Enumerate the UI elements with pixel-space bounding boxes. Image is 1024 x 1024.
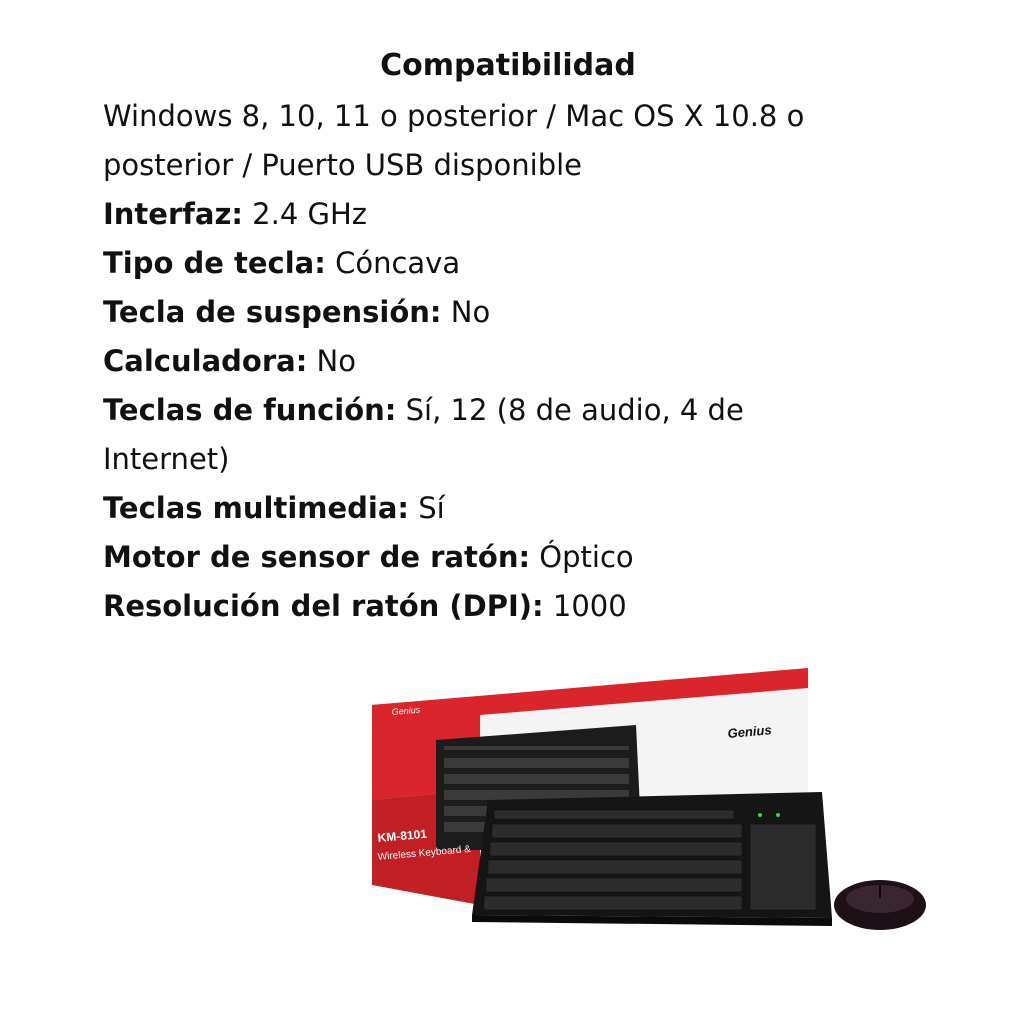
spec-label: Resolución del ratón (DPI): [103,589,544,623]
keyboard [472,792,832,926]
spec-suspension [103,288,923,337]
spec-value: 1000 [552,589,627,623]
spec-tipo-tecla [103,239,923,288]
spec-value: Sí, 12 (8 de audio, 4 de [405,393,744,427]
spec-label: Teclas de función: [103,393,397,427]
product-photo [360,660,940,960]
box-brand-side: Genius [391,704,421,717]
compat-line-1: Windows 8, 10, 11 o posterior / Mac OS X 10.8 o [103,99,805,133]
compat-line-2: posterior / Puerto USB disponible [103,148,582,182]
spec-label: Calculadora: [103,344,308,378]
spec-value: No [450,295,491,329]
spec-value: Óptico [539,540,634,574]
spec-multimedia [103,484,923,533]
spec-dpi [103,582,923,631]
spec-label: Tipo de tecla: [103,246,326,280]
mouse [834,880,926,930]
spec-label: Interfaz: [103,197,243,231]
box-brand-logo: Genius [726,722,773,741]
spec-value: Cóncava [335,246,461,280]
box-text: Wireless Keyboard & [377,843,472,863]
spec-label: Motor de sensor de ratón: [103,540,531,574]
spec-interfaz [103,190,923,239]
spec-sensor [103,533,923,582]
box-model: KM-8101 [377,826,428,845]
spec-value: Sí [418,491,445,525]
spec-label: Teclas multimedia: [103,491,410,525]
spec-value: 2.4 GHz [252,197,367,231]
spec-funcion-cont [103,435,923,484]
spec-label: Tecla de suspensión: [103,295,442,329]
spec-value: Internet) [103,442,230,476]
spec-sheet [103,42,923,631]
section-title: Compatibilidad [380,48,636,83]
spec-funcion [103,386,923,435]
spec-value: No [316,344,356,378]
spec-calculadora [103,337,923,386]
